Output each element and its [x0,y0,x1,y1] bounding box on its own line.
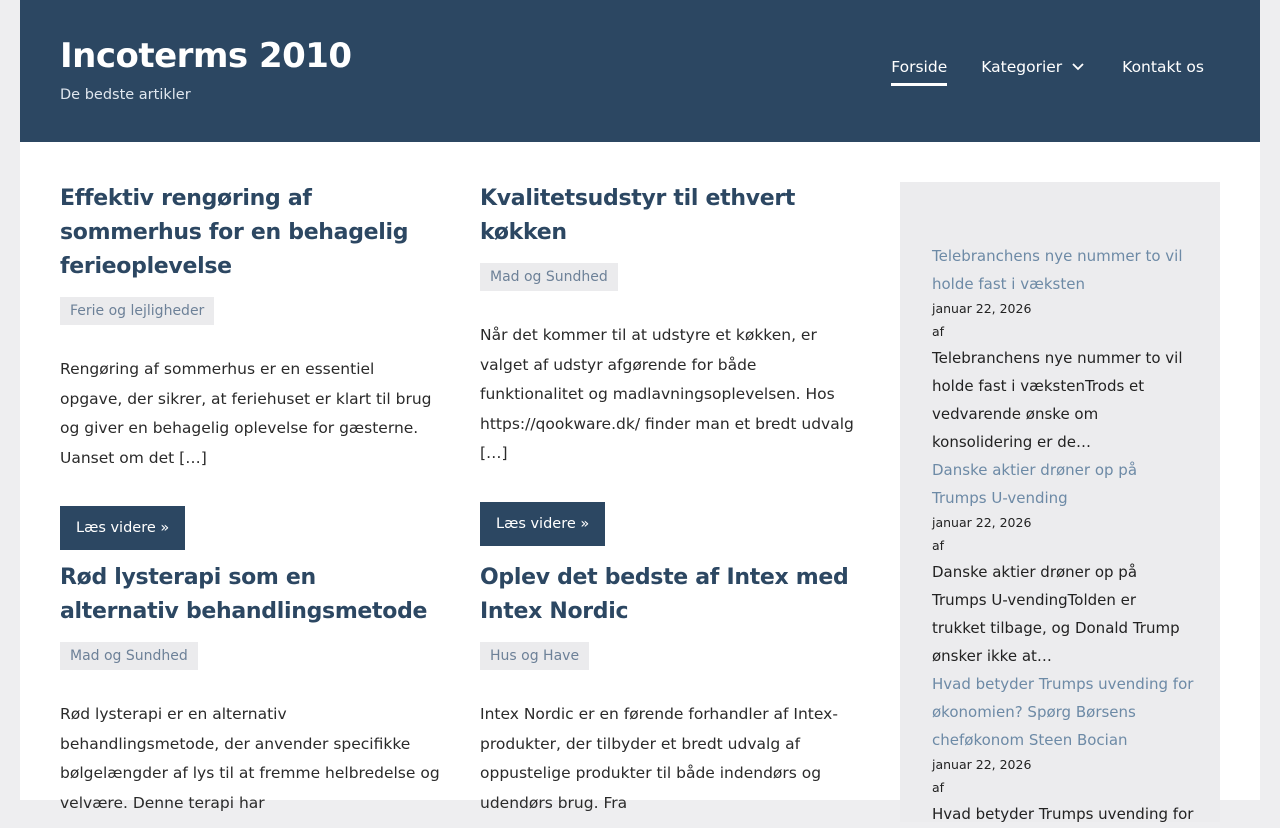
sidebar-entry-excerpt: Hvad betyder Trumps uvending for [932,805,1194,823]
nav-label: Kategorier [981,58,1063,76]
site-description: De bedste artikler [60,87,191,103]
sidebar-entry-excerpt: Danske aktier drøner op på Trumps U-vendingTolden er trukket tilbage, og Donald Trump ønsker ikke at… [932,563,1180,665]
sidebar-entry [932,670,1194,828]
sidebar-entry-excerpt: Telebranchens nye nummer to vil holde fast i vækstenTrods et vedvarende ønske om konsolidering er de… [932,349,1183,451]
sidebar-entry [932,456,1194,670]
post-excerpt: Intex Nordic er en førende forhandler af Intex-produkter, der tilbyder et bredt udvalg af oppustelige produkter til både indendørs og udendørs brug. Fra [480,705,838,812]
nav-item-kategorier[interactable] [981,58,1088,84]
main-navigation [857,58,1204,84]
sidebar-entry-author: af [932,780,945,795]
site-title[interactable]: Incoterms 2010 [60,36,352,76]
post-title[interactable]: Oplev det bedste af Intex med Intex Nordic [480,565,849,624]
page [20,0,1260,823]
nav-item-kontakt[interactable] [1122,58,1204,84]
category-badge[interactable]: Hus og Have [480,642,589,670]
category-badge[interactable]: Mad og Sundhed [60,642,198,670]
read-more-button[interactable]: Læs videre » [480,502,605,546]
sidebar-entry-link[interactable]: Hvad betyder Trumps uvending for økonomien? Spørg Børsens cheføkonom Steen Bocian [932,675,1194,749]
site-header [20,0,1260,142]
sidebar-entry-link[interactable]: Telebranchens nye nummer to vil holde fast i væksten [932,247,1183,293]
post-excerpt: Rød lysterapi er en alternativ behandlingsmetode, der anvender specifikke bølgelængder af lys til at fremme helbredelse og velvære. Denne terapi har [60,705,440,812]
post-title[interactable]: Effektiv rengøring af sommerhus for en behagelig ferieoplevelse [60,186,409,279]
nav-label: Forside [891,58,948,76]
recent-posts-widget [932,242,1194,828]
sidebar-entry-link[interactable]: Danske aktier drøner op på Trumps U-vending [932,461,1138,507]
post-card [60,561,440,818]
post-title[interactable]: Kvalitetsudstyr til ethvert køkken [480,186,796,245]
sidebar-entry-date: januar 22, 2026 [932,757,1032,772]
chevron-down-icon[interactable] [1068,60,1088,74]
post-card [480,561,860,818]
sidebar-entry-date: januar 22, 2026 [932,515,1032,530]
nav-label: Kontakt os [1122,58,1204,76]
read-more-button[interactable]: Læs videre » [60,506,185,550]
category-badge[interactable]: Ferie og lejligheder [60,297,214,325]
sidebar [900,182,1220,822]
sidebar-entry-date: januar 22, 2026 [932,301,1032,316]
post-excerpt: Rengøring af sommerhus er en essentiel opgave, der sikrer, at feriehuset er klart til brug og giver en behagelig oplevelse for gæsterne. Uanset om det […] [60,360,432,467]
sidebar-entry-author: af [932,538,945,553]
sidebar-entry [932,242,1194,456]
post-title[interactable]: Rød lysterapi som en alternativ behandlingsmetode [60,565,428,624]
sidebar-entry-author: af [932,324,945,339]
post-card [480,182,860,546]
category-badge[interactable]: Mad og Sundhed [480,263,618,291]
post-excerpt: Når det kommer til at udstyre et køkken, er valget af udstyr afgørende for både funktionalitet og madlavningsoplevelsen. Hos https://qookware.dk/ finder man et bredt udvalg […] [480,326,854,462]
post-card [60,182,440,550]
nav-item-forside[interactable] [891,58,947,84]
